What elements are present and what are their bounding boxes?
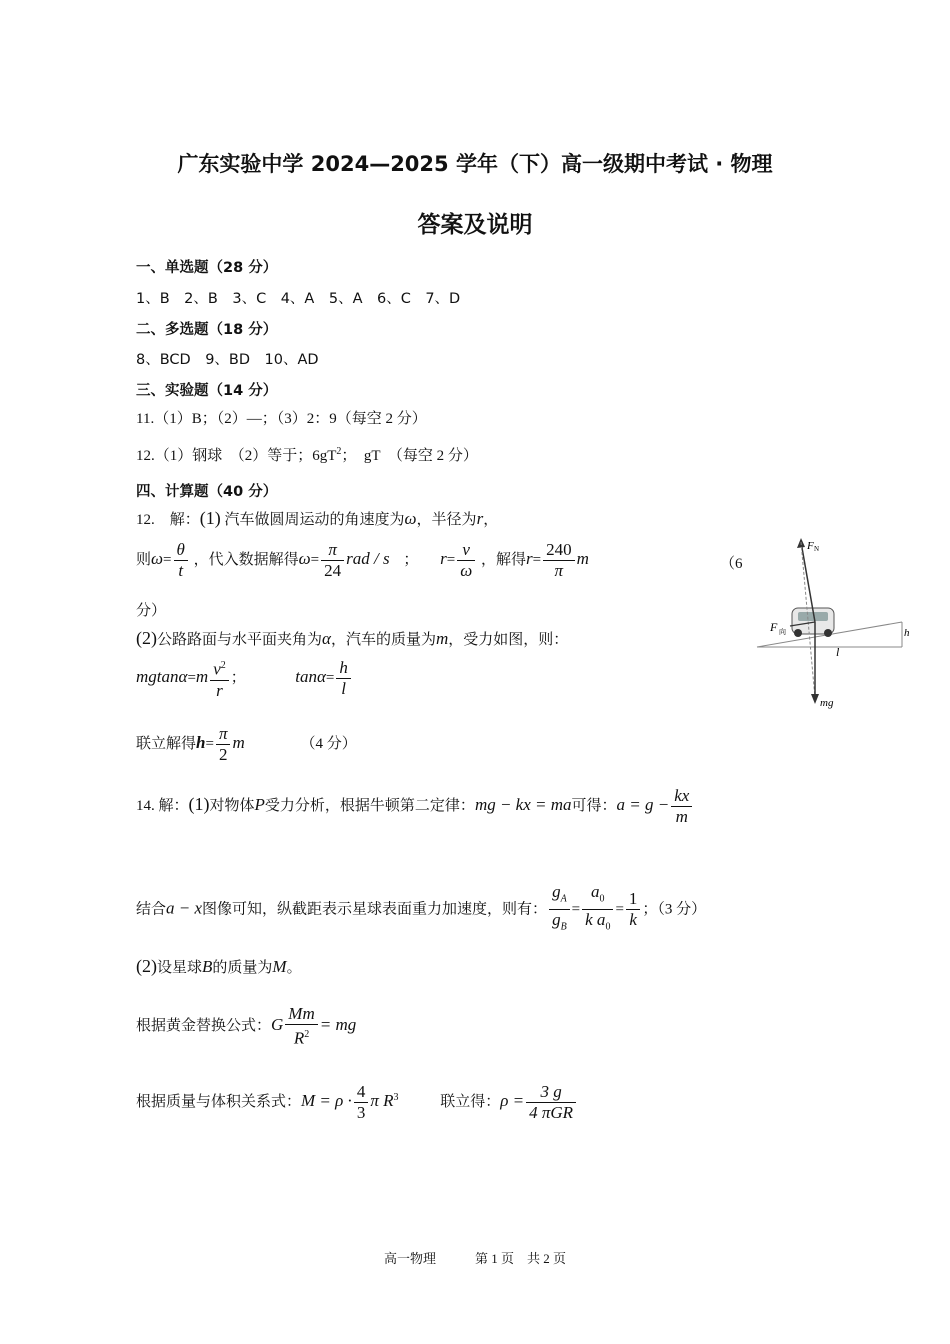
q13-text: 汽车做圆周运动的角速度为 bbox=[220, 512, 405, 528]
P-symbol: P bbox=[254, 794, 265, 814]
q13-part1: (1) bbox=[199, 508, 221, 528]
R-symbol: R bbox=[293, 1028, 305, 1048]
1-over-k bbox=[626, 889, 641, 930]
section-3-title: 三、实验题（14 分） bbox=[136, 383, 278, 399]
q14-text: 图像可知，纵截距表示星球表面重力加速度，则有： bbox=[202, 901, 548, 918]
equals: = bbox=[532, 551, 542, 568]
omega-symbol: ω bbox=[298, 548, 311, 568]
q14-text: 联立得： bbox=[440, 1093, 501, 1110]
cube: 3 bbox=[393, 1091, 399, 1103]
q14-text: 对物体 bbox=[209, 797, 255, 814]
a-x-symbol: a − x bbox=[166, 898, 203, 918]
denominator: l bbox=[341, 678, 346, 698]
denominator bbox=[285, 1025, 317, 1049]
equals: = bbox=[571, 901, 581, 918]
q14-line5 bbox=[136, 1082, 578, 1123]
q13-text: ，汽车的质量为 bbox=[330, 632, 436, 648]
240-over-pi bbox=[543, 540, 575, 581]
denominator bbox=[582, 910, 613, 937]
equals: = bbox=[325, 669, 335, 686]
numerator: π bbox=[216, 724, 231, 745]
kx-over-m bbox=[671, 786, 692, 827]
label-h: h bbox=[904, 627, 910, 639]
section-4-title: 四、计算题（40 分） bbox=[136, 484, 278, 500]
mg-term: = mg bbox=[319, 1014, 357, 1034]
numerator: 240 bbox=[543, 540, 575, 561]
q14-text: 的质量为 bbox=[212, 960, 273, 976]
sub-A: A bbox=[560, 893, 567, 905]
q13-text: ，代入数据解得 bbox=[193, 551, 299, 568]
label-l: l bbox=[836, 645, 840, 659]
B-symbol: B bbox=[202, 957, 213, 976]
q14-text: 设星球 bbox=[157, 960, 203, 976]
numerator bbox=[210, 656, 229, 681]
numerator: π bbox=[321, 540, 344, 561]
denominator: ω bbox=[460, 561, 473, 580]
v2-over-r bbox=[210, 656, 229, 701]
numerator bbox=[549, 882, 570, 910]
g-symbol: g bbox=[552, 882, 561, 901]
gA-over-gB bbox=[549, 882, 570, 938]
denominator bbox=[549, 910, 570, 937]
q14-text: 可得： bbox=[571, 797, 617, 814]
section-2-answers: 8、BCD 9、BD 10、AD bbox=[136, 352, 319, 368]
section-2-title: 二、多选题（18 分） bbox=[136, 322, 278, 338]
q14-line1 bbox=[136, 786, 694, 827]
q13-text: ， bbox=[483, 512, 499, 528]
page-subtitle: 答案及说明 bbox=[417, 212, 533, 238]
equals: = bbox=[615, 901, 624, 918]
h-over-l bbox=[336, 658, 351, 699]
numerator: θ bbox=[174, 540, 188, 561]
alpha-symbol: α bbox=[322, 629, 331, 648]
label-F: F bbox=[770, 620, 778, 634]
a0-over-ka0 bbox=[582, 882, 613, 938]
q13-text: ，受力如图，则： bbox=[448, 632, 569, 648]
unit-rad-s: rad / s bbox=[346, 548, 390, 568]
q13-part2: (2) bbox=[136, 628, 157, 648]
page-footer: 高一物理 第 1 页 共 2 页 bbox=[383, 1251, 566, 1266]
q13-text: 联立解得 bbox=[136, 735, 197, 752]
tan-alpha: tanα bbox=[295, 666, 326, 686]
unit-m: m bbox=[232, 732, 245, 752]
v-over-omega bbox=[457, 540, 475, 581]
label-FN: F bbox=[807, 540, 814, 552]
numerator: v bbox=[457, 540, 475, 561]
denominator: 2 bbox=[218, 745, 228, 764]
q13-line2 bbox=[136, 540, 589, 581]
denominator: m bbox=[675, 807, 688, 826]
pi-R-term: π R bbox=[370, 1090, 394, 1110]
rho-term: ρ = bbox=[500, 1090, 525, 1110]
q14-score-3: ；（3 分） bbox=[642, 901, 707, 918]
M-symbol: M bbox=[272, 957, 287, 976]
q13-line3 bbox=[136, 628, 568, 649]
numerator: Mm bbox=[285, 1004, 317, 1025]
q14-text: 根据质量与体积关系式： bbox=[136, 1093, 302, 1110]
q12-sup: 2 bbox=[336, 446, 342, 457]
m-symbol: m bbox=[435, 629, 449, 648]
denominator: k bbox=[629, 910, 637, 930]
q12-answer bbox=[136, 444, 478, 465]
q13-line5 bbox=[136, 724, 357, 765]
denominator: 3 bbox=[356, 1103, 366, 1122]
equals: = bbox=[310, 551, 320, 568]
q13-label: 12. 解： bbox=[136, 512, 200, 528]
q14-label: 14. 解： bbox=[136, 797, 189, 814]
numerator: kx bbox=[671, 786, 692, 807]
equals: = bbox=[187, 669, 196, 686]
q14-part1: (1) bbox=[188, 793, 210, 814]
unit-m: m bbox=[576, 548, 589, 568]
omega-symbol: ω bbox=[404, 509, 417, 528]
ka-symbol: k a bbox=[585, 910, 606, 930]
car-wheel bbox=[824, 629, 832, 637]
q12-text: 12.（1）钢球 （2）等于；6gT bbox=[136, 448, 337, 464]
q13-text: 公路路面与水平面夹角为 bbox=[157, 632, 323, 648]
equals: = bbox=[205, 735, 214, 752]
q13-line4 bbox=[136, 656, 353, 701]
h-symbol: h bbox=[196, 732, 206, 752]
r-symbol: r bbox=[525, 548, 533, 568]
mgtan-alpha: mgtanα bbox=[136, 666, 188, 686]
numerator: 3 g bbox=[526, 1082, 576, 1103]
denominator: r bbox=[216, 680, 223, 700]
3g-over-4piGR bbox=[526, 1082, 576, 1123]
q14-text: 受力分析，根据牛顿第二定律： bbox=[264, 797, 475, 814]
pi-over-2 bbox=[216, 724, 231, 765]
q13-score-6-cont: 分） bbox=[136, 603, 167, 619]
numerator: 1 bbox=[626, 889, 641, 910]
arrowhead bbox=[811, 694, 819, 704]
denominator: t bbox=[178, 561, 184, 580]
m-symbol: m bbox=[195, 666, 209, 686]
pi-over-24 bbox=[321, 540, 344, 581]
q13-line1 bbox=[136, 508, 498, 529]
section-1-title: 一、单选题（28 分） bbox=[136, 260, 278, 276]
denominator: 4 πGR bbox=[529, 1103, 574, 1122]
q13-text: ； bbox=[230, 669, 246, 686]
denominator: π bbox=[554, 561, 564, 580]
numerator: 4 bbox=[354, 1082, 369, 1103]
q14-text: 根据黄金替换公式： bbox=[136, 1017, 272, 1034]
q13-score-4: （4 分） bbox=[300, 735, 357, 752]
force-diagram bbox=[752, 530, 922, 715]
square: 2 bbox=[304, 1029, 310, 1040]
v-symbol: v bbox=[213, 659, 221, 679]
Mm-over-R2 bbox=[285, 1004, 317, 1049]
q14-text: 。 bbox=[286, 960, 302, 976]
sub-0: 0 bbox=[599, 893, 605, 905]
square: 2 bbox=[220, 660, 226, 671]
q13-text: ，半径为 bbox=[416, 512, 477, 528]
equals: = bbox=[446, 551, 456, 568]
label-xiang: 向 bbox=[779, 628, 786, 636]
page-title: 广东实验中学 2024—2025 学年（下）高一级期中考试 · 物理 bbox=[177, 152, 773, 176]
denominator: 24 bbox=[324, 561, 342, 580]
a-symbol: a bbox=[591, 882, 600, 901]
q13-score-6: （6 bbox=[720, 556, 743, 572]
q13-text: 则 bbox=[136, 551, 152, 568]
q13-text: ，解得 bbox=[480, 551, 526, 568]
G-symbol: G bbox=[271, 1014, 284, 1034]
label-N-sub: N bbox=[814, 545, 820, 553]
g-symbol: g bbox=[552, 910, 561, 930]
r-symbol: r bbox=[440, 548, 447, 568]
q14-part2: (2) bbox=[136, 956, 157, 976]
q11-answer: 11.（1）B；（2）—；（3）2：9（每空 2 分） bbox=[136, 411, 427, 427]
q12-text-tail: ； gT （每空 2 分） bbox=[341, 448, 478, 464]
section-1-answers: 1、B 2、B 3、C 4、A 5、A 6、C 7、D bbox=[136, 291, 461, 307]
equals: = bbox=[163, 551, 172, 568]
car-wheel bbox=[794, 629, 802, 637]
q14-line4 bbox=[136, 1004, 356, 1049]
numerator: h bbox=[336, 658, 351, 679]
q14-text: 结合 bbox=[136, 901, 167, 918]
omega-symbol: ω bbox=[151, 548, 164, 568]
label-mg: mg bbox=[820, 697, 834, 709]
q14-line3 bbox=[136, 956, 302, 977]
M-rho-term: M = ρ · bbox=[301, 1090, 352, 1110]
sub-0: 0 bbox=[605, 921, 611, 933]
q13-text: ； bbox=[403, 551, 419, 568]
r-symbol: r bbox=[476, 509, 484, 528]
4-over-3 bbox=[354, 1082, 369, 1123]
newton-equation: mg − kx = ma bbox=[474, 794, 572, 814]
sub-B: B bbox=[560, 921, 567, 933]
a-equation: a = g − bbox=[616, 794, 670, 814]
numerator bbox=[582, 882, 613, 910]
theta-over-t bbox=[174, 540, 188, 581]
q14-line2 bbox=[136, 882, 706, 938]
